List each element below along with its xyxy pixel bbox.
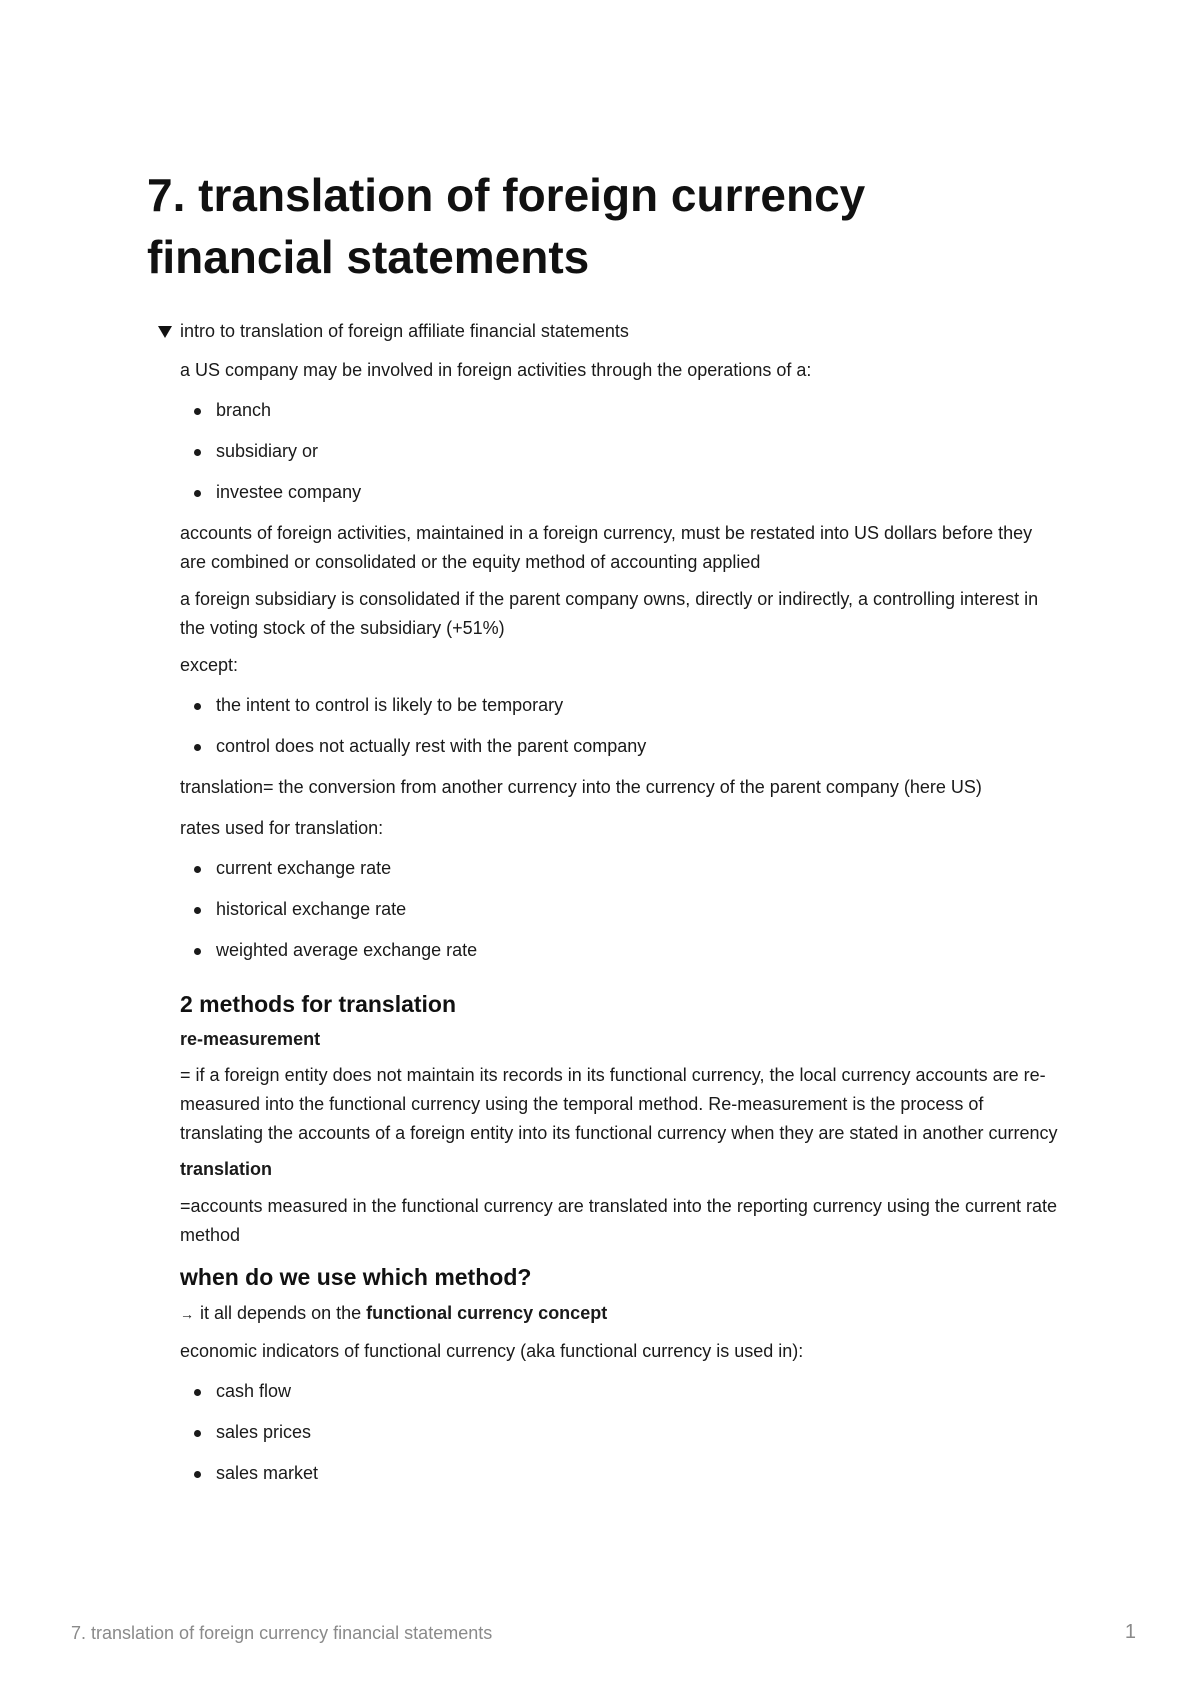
- functional-currency-concept: functional currency concept: [366, 1303, 608, 1323]
- intro-text: a US company may be involved in foreign activities through the operations of a:: [180, 360, 812, 380]
- translation-definition: translation= the conversion from another currency into the currency of the parent company (here US): [180, 777, 982, 797]
- bullet-icon: [194, 1389, 201, 1396]
- list-item: control does not actually rest with the parent company: [180, 732, 1060, 773]
- bullet-icon: [194, 490, 201, 497]
- page-title: 7. translation of foreign currency financial statements: [147, 169, 866, 283]
- bullet-icon: [194, 866, 201, 873]
- bullet-icon: [194, 408, 201, 415]
- list-item: cash flow: [180, 1377, 1060, 1418]
- operations-list: [180, 396, 1060, 519]
- bullet-icon: [194, 703, 201, 710]
- toggle-header[interactable]: [158, 316, 1058, 346]
- footer-title: 7. translation of foreign currency financial statements: [71, 1623, 493, 1643]
- list-item: weighted average exchange rate: [180, 936, 1060, 977]
- list-item: branch: [180, 396, 1060, 437]
- translation-text: =accounts measured in the functional currency are translated into the reporting currency using the current rate method: [180, 1196, 1057, 1245]
- depends-paragraph: → it all depends on the functional currency concept: [180, 1299, 1060, 1329]
- indicators-list: [180, 1377, 1060, 1500]
- list-item: current exchange rate: [180, 854, 1060, 895]
- remeasurement-text: = if a foreign entity does not maintain its records in its functional currency, the local currency accounts are re-measured into the functional currency using the temporal method. Re-measurement is the process of translating the accounts of a foreign entity into its functional currency when they are stated in another currency: [180, 1065, 1058, 1143]
- arrow-right-icon: →: [180, 1306, 194, 1322]
- methods-heading: 2 methods for translation: [180, 991, 457, 1017]
- toggle-content: [180, 356, 1060, 1500]
- exceptions-list: [180, 691, 1060, 773]
- page-number: 1: [1124, 1621, 1136, 1643]
- toggle-block: [158, 316, 1058, 1483]
- toggle-label: intro to translation of foreign affiliate financial statements: [180, 320, 629, 341]
- list-item: sales market: [180, 1459, 1060, 1500]
- except-label: except:: [180, 655, 239, 675]
- bullet-icon: [194, 744, 201, 751]
- restated-paragraph: accounts of foreign activities, maintained in a foreign currency, must be restated into US dollars before they are combined or consolidated or the equity method of accounting applied: [180, 523, 1033, 572]
- list-item: sales prices: [180, 1418, 1060, 1459]
- list-item: the intent to control is likely to be temporary: [180, 691, 1060, 732]
- list-item: historical exchange rate: [180, 895, 1060, 936]
- bullet-icon: [194, 1471, 201, 1478]
- translation-heading: translation: [180, 1159, 273, 1179]
- rates-label: rates used for translation:: [180, 818, 384, 838]
- list-item: investee company: [180, 478, 1060, 519]
- consolidated-paragraph: a foreign subsidiary is consolidated if the parent company owns, directly or indirectly, a controlling interest in the voting stock of the subsidiary (+51%): [180, 589, 1039, 638]
- bullet-icon: [194, 907, 201, 914]
- indicators-label: economic indicators of functional currency (aka functional currency is used in):: [180, 1341, 804, 1361]
- triangle-down-icon[interactable]: [158, 326, 172, 338]
- bullet-icon: [194, 948, 201, 955]
- bullet-icon: [194, 1430, 201, 1437]
- rates-list: [180, 854, 1060, 977]
- which-method-heading: when do we use which method?: [180, 1264, 532, 1290]
- list-item: subsidiary or: [180, 437, 1060, 478]
- remeasurement-heading: re-measurement: [180, 1029, 321, 1049]
- bullet-icon: [194, 449, 201, 456]
